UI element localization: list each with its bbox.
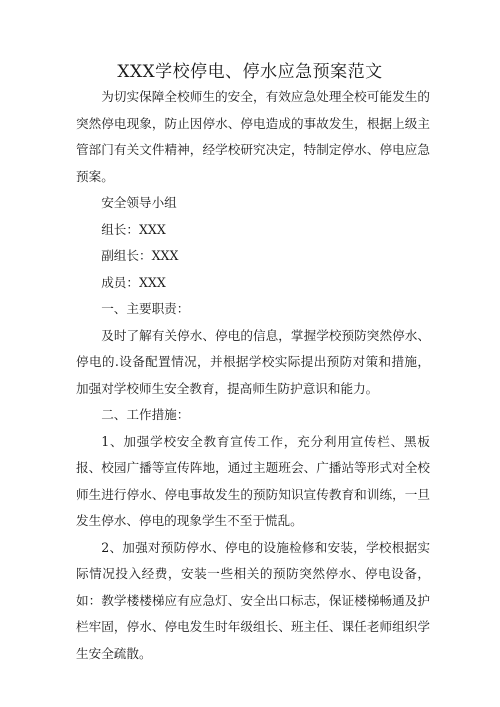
measure1-paragraph: 1、加强学校安全教育宣传工作，充分利用宣传栏、黑板报、校园广播等宣传阵地，通过主题班会、广播站等形式对全校师生进行停水、停电事故发生的预防知识宣传教育和训练，一旦发生停水、停电的现象学生不至于慌乱。: [76, 433, 430, 528]
leadership-heading: 安全领导小组: [101, 195, 177, 210]
section1-paragraph: 及时了解有关停水、停电的信息，掌握学校预防突然停水、停电的.设备配置情况，并根据学校实际提出预防对策和措施，加强对学校师生安全教育，提高师生防护意识和能力。: [76, 327, 430, 396]
document-body: [76, 84, 430, 667]
deputy-leader-line: 副组长：XXX: [101, 248, 179, 263]
section1-heading: 一、主要职责：: [101, 301, 190, 316]
leader-line: 组长：XXX: [101, 221, 166, 237]
members-line: 成员：XXX: [101, 274, 166, 290]
intro-paragraph: 为切实保障全校师生的安全，有效应急处理全校可能发生的突然停电现象，防止因停水、停电造成的事故发生，根据上级主管部门有关文件精神，经学校研究决定，特制定停水、停电应急预案。: [76, 89, 430, 184]
measure2-paragraph: 2、加强对预防停水、停电的设施检修和安装，学校根据实际情况投入经费，安装一些相关的预防突然停水、停电设备，如：教学楼楼梯应有应急灯、安全出口标志，保证楼梯畅通及护栏牢固，停水、停电发生时年级组长、班主任、课任老师组织学生安全疏散。: [76, 539, 430, 661]
document-title: XXX学校停电、停水应急预案范文: [117, 62, 383, 82]
section2-heading: 二、工作措施：: [101, 407, 190, 422]
